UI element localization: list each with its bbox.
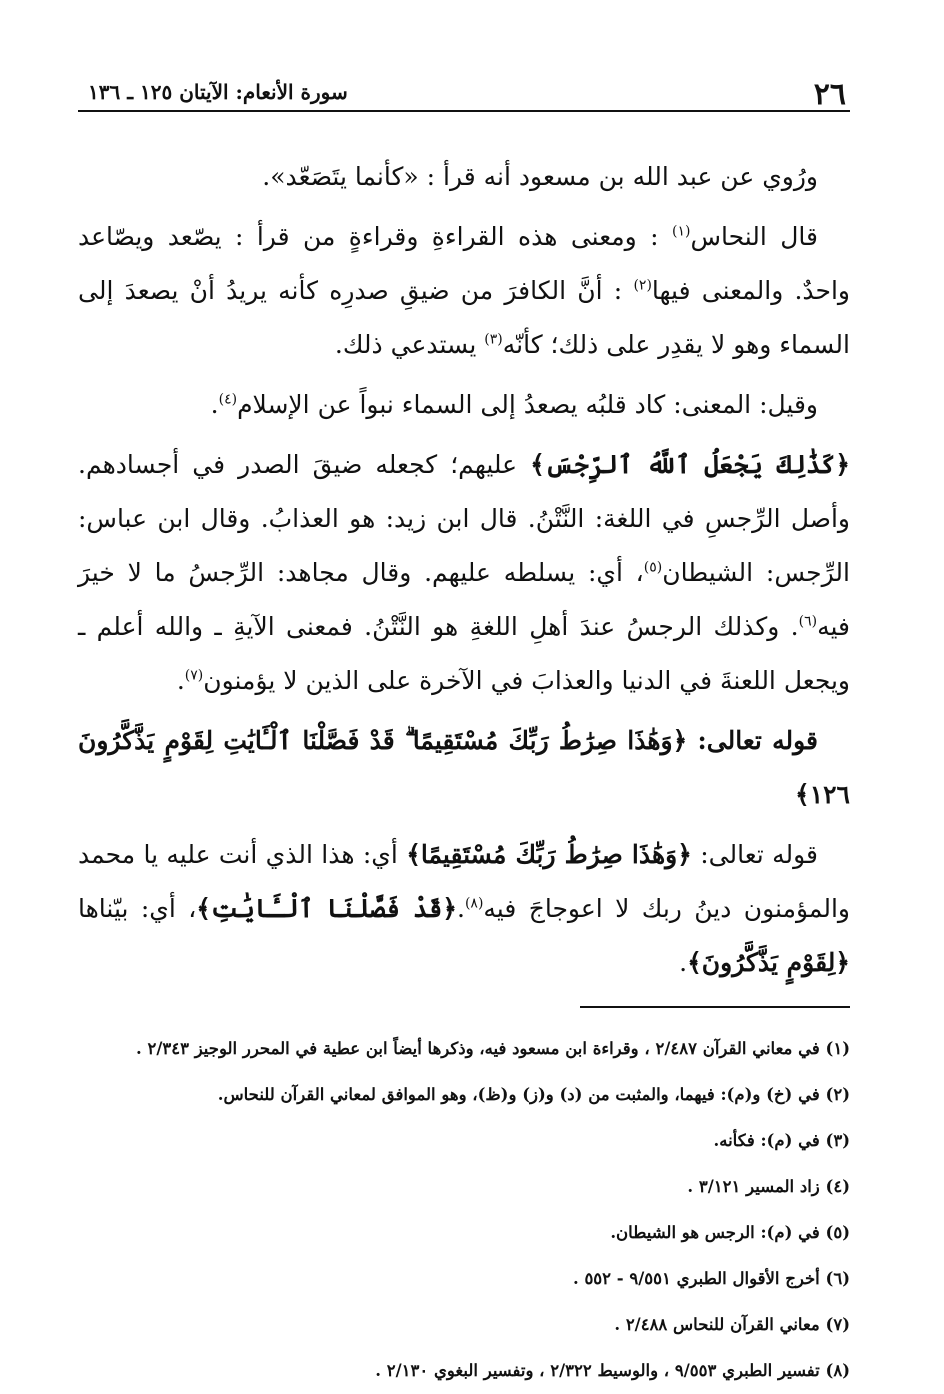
- paragraph-4: [78, 438, 850, 708]
- quran-quote: ﴿كَذَٰلِكَ يَجْعَلُ ٱللَّهُ ٱلرِّجْسَ﴾: [530, 450, 850, 479]
- text: : ومعنى هذه القراءةِ وقراءةٍ من قرأ : يصّعد ويصّاعد واحدٌ. والمعنى فيها: [78, 222, 851, 305]
- footnote-ref-7[interactable]: (٧): [184, 667, 204, 684]
- footnote-ref-2[interactable]: (٢): [633, 277, 652, 294]
- text: .: [210, 390, 219, 419]
- text: يستدعي ذلك.: [334, 330, 477, 359]
- book-page: [78, 58, 850, 1394]
- verse-intro: قوله تعالى:: [697, 726, 818, 755]
- footnote-1: (١) في معاني القرآن ٢/٤٨٧ ، وقراءة ابن مسعود فيه، وذكرها أيضاً ابن عطية في المحرر الوجيز ٢/٣٤٣ .: [135, 1039, 850, 1058]
- text: : أنَّ الكافرَ من ضيقِ صدرِه كأنه يريدُ أنْ يصعدَ إلى السماء وهو لا يقدِر على ذلك؛ كأنّه: [78, 276, 850, 359]
- footnote-3: (٣) في (م): فكأنه.: [713, 1131, 850, 1150]
- text: .: [679, 948, 688, 977]
- page-number: ٢٦: [813, 77, 846, 112]
- text: قوله تعالى:: [700, 840, 818, 869]
- footnote-4: (٤) زاد المسير ٣/١٢١ .: [687, 1177, 850, 1196]
- running-title: سورة الأنعام: الآيتان ١٢٥ ـ ١٣٦: [88, 80, 348, 104]
- text: عليهم؛ كجعله ضيقَ الصدر في أجسادهم. وأصل الرِّجسِ في اللغة: النَّتْنُ. قال ابن زيد: هو العذابُ. وقال ابن عباس: الرِّجس: الشيطان: [78, 450, 850, 587]
- text: ، أي: يسلطه عليهم. وقال مجاهد: الرِّجسُ ما لا خيرَ فيه: [78, 558, 850, 641]
- paragraph-5: [78, 828, 850, 990]
- verse-heading: [78, 714, 850, 822]
- footnote-8: (٨) تفسير الطبري ٩/٥٥٣ ، والوسيط ٢/٣٢٢ ، وتفسير البغوي ٢/١٣٠ .: [375, 1361, 850, 1380]
- paragraph-1: [78, 150, 850, 204]
- text: .: [456, 894, 465, 923]
- text: أي: هذا الذي أنت عليه يا محمد والمؤمنون دينُ ربك لا اعوجاجَ فيه: [78, 840, 850, 923]
- quran-quote: ﴿وَهَٰذَا صِرَٰطُ رَبِّكَ مُسْتَقِيمًا﴾: [406, 840, 692, 869]
- footnote-separator: [580, 1006, 850, 1008]
- footnote-ref-6[interactable]: (٦): [798, 613, 818, 630]
- paragraph-3: [78, 378, 850, 432]
- footnote-ref-1[interactable]: (١): [672, 223, 691, 240]
- text: قال النحاس: [690, 222, 818, 251]
- text: . وكذلك الرجسُ عندَ أهلِ اللغةِ هو النَّتْنُ. فمعنى الآيةِ ـ والله أعلم ـ ويجعل اللعنةَ في الدنيا والعذابَ في الآخرة على الذين لا يؤمنون: [78, 612, 850, 695]
- verse-text: ﴿وَهَٰذَا صِرَٰطُ رَبِّكَ مُسْتَقِيمًا ۗ قَدْ فَصَّلْنَا ٱلْـَٔايَٰتِ لِقَوْمٍ يَذَّكَّرُونَ ١٢٦﴾: [78, 726, 850, 809]
- paragraph-2: [78, 210, 850, 372]
- footnote-6: (٦) أخرج الأقوال الطبري ٩/٥٥١ - ٥٥٢ .: [572, 1269, 850, 1288]
- text: وقيل: المعنى: كاد قلبُه يصعدُ إلى السماء نبواً عن الإسلام: [237, 390, 818, 419]
- text: .: [176, 666, 185, 695]
- footnote-ref-5[interactable]: (٥): [643, 559, 663, 576]
- paragraph-1-text: ورُوي عن عبد الله بن مسعود أنه قرأ : «كأنما يتَصَعّد».: [262, 162, 818, 191]
- quran-quote: ﴿قَدْ فَصَّلْنَا ٱلْـَٔايَٰتِ﴾: [196, 894, 457, 923]
- footnote-5: (٥) في (م): الرجس هو الشيطان.: [610, 1223, 850, 1242]
- footnote-2: (٢) في (خ) و(م): فيهما، والمثبت من (د) و(ز) و(ظ)، وهو الموافق لمعاني القرآن للنحاس.: [217, 1085, 850, 1104]
- main-text: [78, 150, 850, 990]
- footnotes: [78, 1026, 850, 1394]
- text: ، أي: بيّناها: [78, 894, 197, 923]
- quran-quote: ﴿لِقَوْمٍ يَذَّكَّرُونَ﴾: [687, 948, 850, 977]
- page-header: [78, 58, 850, 112]
- footnote-ref-4[interactable]: (٤): [218, 391, 238, 408]
- footnote-ref-3[interactable]: (٣): [484, 331, 503, 348]
- footnote-7: (٧) معاني القرآن للنحاس ٢/٤٨٨ .: [614, 1315, 850, 1334]
- footnote-ref-8[interactable]: (٨): [464, 895, 484, 912]
